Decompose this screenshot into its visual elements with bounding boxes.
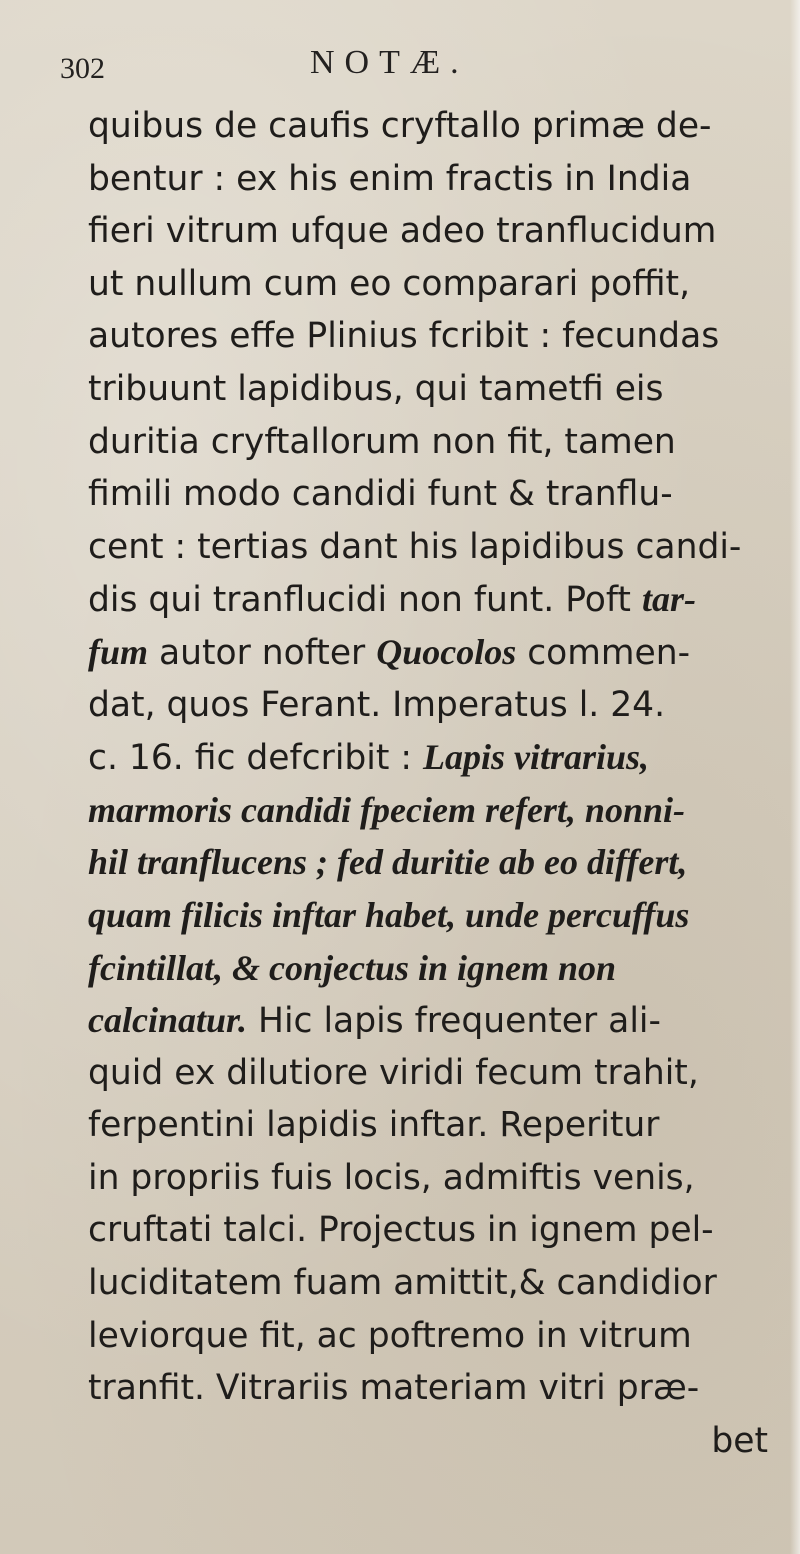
text-line-19: quid ex dilutiore viridi fecum trahit, xyxy=(88,1052,699,1093)
body-text xyxy=(88,100,788,1467)
text-line-9: cent : tertias dant his lapidibus candi- xyxy=(88,526,742,567)
text-line-10 xyxy=(88,573,788,626)
text-line-3: fieri vitrum ufque adeo tranflucidum xyxy=(88,211,717,252)
text-line-21: in propriis fuis locis, admiftis venis, xyxy=(88,1157,695,1198)
text-line-11 xyxy=(88,626,788,679)
text-line-18-roman: Hic lapis frequenter ali- xyxy=(258,1001,661,1042)
italic-term-lapis: Lapis vitrarius, xyxy=(422,737,650,778)
text-line-15: hil tranflucens ; fed duritie ab eo differt, xyxy=(88,842,688,883)
text-line-10-roman: dis qui tranflucidi non funt. Poft xyxy=(88,580,631,621)
text-line-1: quibus de caufis cryftallo primæ de- xyxy=(88,106,712,146)
text-line-13-roman: c. 16. fic defcribit : xyxy=(88,738,413,779)
text-line-24: leviorque fit, ac poftremo in vitrum xyxy=(88,1315,692,1356)
italic-term-tarsum: tar- xyxy=(641,579,696,620)
text-line-25: tranfit. Vitrariis materiam vitri præ- xyxy=(88,1368,700,1409)
text-line-2: bentur : ex his enim fractis in India xyxy=(88,158,692,199)
running-head: NOTÆ. xyxy=(310,44,469,81)
page-edge xyxy=(790,0,800,1554)
text-line-12: dat, quos Ferant. Imperatus l. 24. xyxy=(88,684,666,725)
italic-term-fum: fum xyxy=(88,631,149,672)
text-line-11-commendat: commen- xyxy=(527,632,691,673)
italic-term-calcinatur: calcinatur. xyxy=(88,1000,248,1041)
text-line-22: cruftati talci. Projectus in ignem pel- xyxy=(88,1210,714,1251)
text-line-16: quam filicis inftar habet, unde percuffus xyxy=(88,894,690,935)
italic-term-quocolos: Quocolos xyxy=(376,631,517,672)
text-line-6: tribuunt lapidibus, qui tametfi eis xyxy=(88,368,664,409)
text-line-11-roman: autor nofter xyxy=(158,632,366,673)
page-header xyxy=(60,44,760,94)
catchword: bet xyxy=(711,1420,768,1461)
text-line-17: fcintillat, & conjectus in ignem non xyxy=(88,947,617,988)
text-line-20: ferpentini lapidis inftar. Reperitur xyxy=(88,1105,660,1146)
page-number: 302 xyxy=(60,52,105,85)
text-line-7: duritia cryftallorum non fit, tamen xyxy=(88,421,676,462)
text-line-5: autores effe Plinius fcribit : fecundas xyxy=(88,316,720,357)
text-line-8: fimili modo candidi funt & tranflu- xyxy=(88,474,673,515)
text-line-14: marmoris candidi fpeciem refert, nonni- xyxy=(88,789,685,830)
text-line-13 xyxy=(88,731,788,784)
text-line-18 xyxy=(88,994,788,1047)
text-line-23: luciditatem fuam amittit,& candidior xyxy=(88,1263,717,1304)
text-line-4: ut nullum cum eo comparari poffit, xyxy=(88,263,691,304)
